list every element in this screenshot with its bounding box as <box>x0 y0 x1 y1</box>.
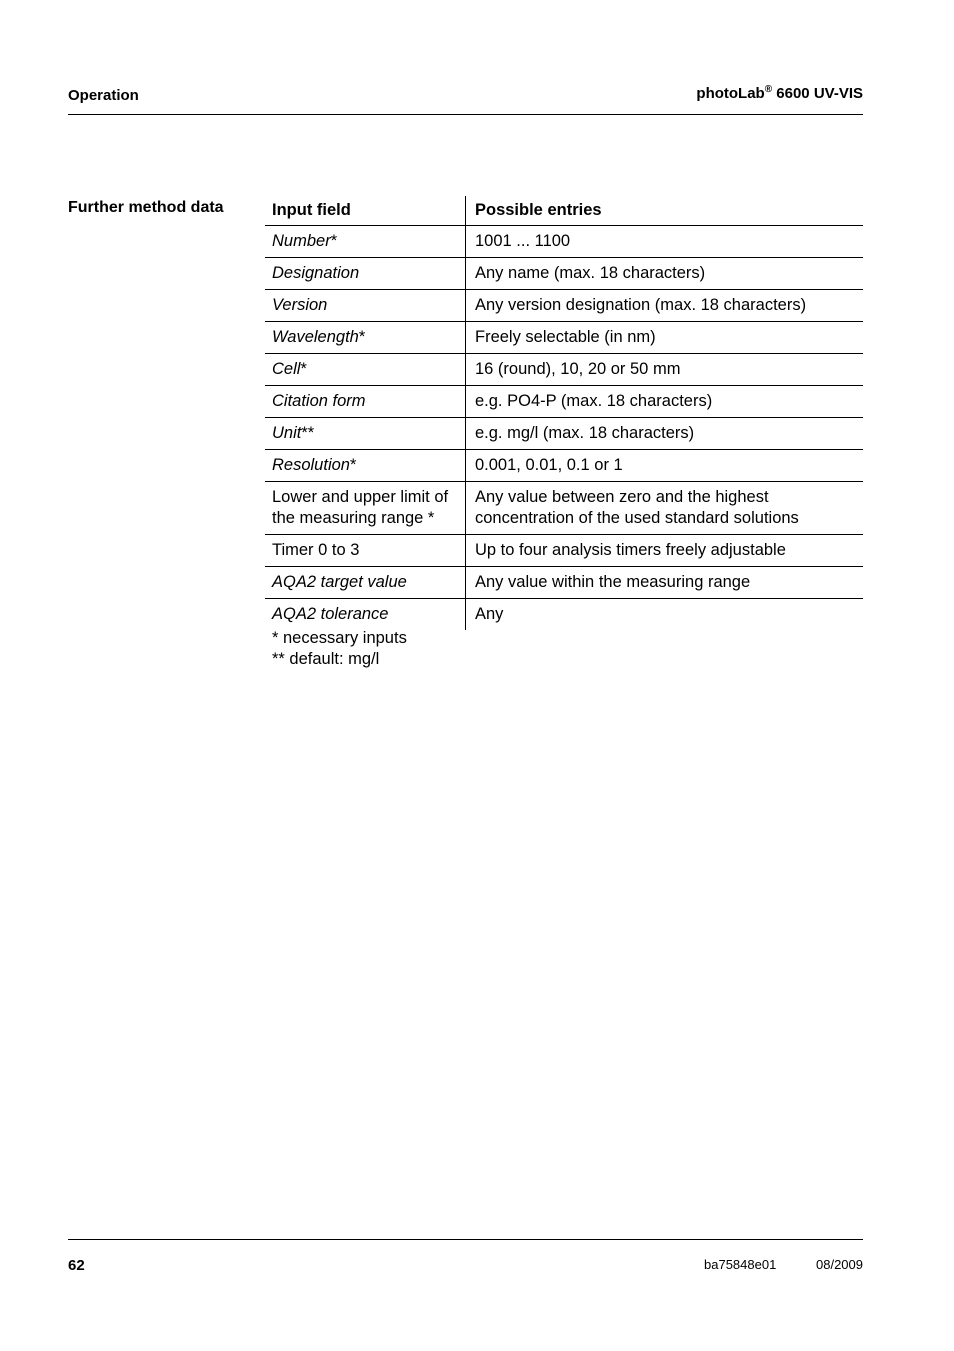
possible-entry-cell: Freely selectable (in nm) <box>475 328 656 346</box>
possible-entry-cell: Any version designation (max. 18 characters) <box>475 296 807 314</box>
input-field-cell <box>265 386 466 418</box>
page-number: 62 <box>68 1257 85 1274</box>
possible-entry-cell: Any value within the measuring range <box>475 573 751 591</box>
column-header-input-field: Input field <box>265 196 466 226</box>
field-name: Designation <box>272 264 360 282</box>
table-row <box>265 599 863 631</box>
field-name: Number <box>272 232 331 250</box>
possible-entry-cell: Any name (max. 18 characters) <box>475 264 706 282</box>
table-row <box>265 535 863 567</box>
input-field-cell <box>265 322 466 354</box>
field-name: Citation form <box>272 392 366 410</box>
field-name: Resolution <box>272 456 350 474</box>
table-header-row <box>265 196 863 226</box>
field-suffix: * <box>300 360 307 378</box>
input-field-cell <box>265 482 466 535</box>
possible-entry-cell: 0.001, 0.01, 0.1 or 1 <box>475 456 623 474</box>
field-name: Lower and upper limit of the measuring range * <box>272 488 449 527</box>
possible-entry-cell: e.g. mg/l (max. 18 characters) <box>475 424 695 442</box>
table-row <box>265 290 863 322</box>
registered-mark: ® <box>764 84 773 95</box>
field-name: Cell <box>272 360 301 378</box>
field-suffix: * <box>358 328 366 346</box>
field-suffix: * <box>349 456 357 474</box>
field-name: Version <box>272 296 328 314</box>
input-field-cell <box>265 599 466 631</box>
input-field-cell <box>265 535 466 567</box>
possible-entry-cell: Any <box>475 605 504 623</box>
field-suffix: * <box>330 232 338 250</box>
possible-entry-cell: e.g. PO4-P (max. 18 characters) <box>475 392 713 410</box>
column-header-possible-entries: Possible entries <box>475 201 602 219</box>
table-row <box>265 450 863 482</box>
field-name: Timer 0 to 3 <box>272 541 360 559</box>
method-data-table <box>265 196 863 630</box>
possible-entry-cell: Up to four analysis timers freely adjustable <box>475 541 786 559</box>
table-row <box>265 258 863 290</box>
footnote-necessary-inputs: * necessary inputs <box>272 629 407 647</box>
header-product-title <box>696 85 863 102</box>
table-row <box>265 322 863 354</box>
document-id: ba75848e01 <box>704 1257 777 1272</box>
footnote-default-unit: ** default: mg/l <box>272 650 380 668</box>
table-row <box>265 226 863 258</box>
field-name: AQA2 tolerance <box>272 605 389 623</box>
field-name: AQA2 target value <box>272 573 407 591</box>
field-suffix: ** <box>301 424 315 442</box>
table-row <box>265 418 863 450</box>
input-field-cell <box>265 450 466 482</box>
input-field-cell <box>265 567 466 599</box>
header-divider <box>68 114 863 115</box>
product-model: 6600 UV-VIS <box>776 85 863 102</box>
footnotes <box>272 628 407 670</box>
table-row <box>265 386 863 418</box>
table-row <box>265 482 863 535</box>
footer-divider <box>68 1239 863 1240</box>
document-date: 08/2009 <box>816 1257 863 1272</box>
side-heading: Further method data <box>68 199 224 216</box>
possible-entry-cell: 1001 ... 1100 <box>475 232 571 250</box>
input-field-cell <box>265 226 466 258</box>
possible-entry-cell: Any value between zero and the highest concentration of the used standard solutions <box>475 488 799 527</box>
product-name: photoLab <box>696 85 765 102</box>
input-field-cell <box>265 290 466 322</box>
header-section-title: Operation <box>68 87 139 104</box>
field-name: Wavelength <box>272 328 359 346</box>
field-name: Unit <box>272 424 302 442</box>
table-row <box>265 354 863 386</box>
table-row <box>265 567 863 599</box>
input-field-cell <box>265 418 466 450</box>
input-field-cell <box>265 354 466 386</box>
possible-entry-cell: 16 (round), 10, 20 or 50 mm <box>475 360 681 378</box>
input-field-cell <box>265 258 466 290</box>
